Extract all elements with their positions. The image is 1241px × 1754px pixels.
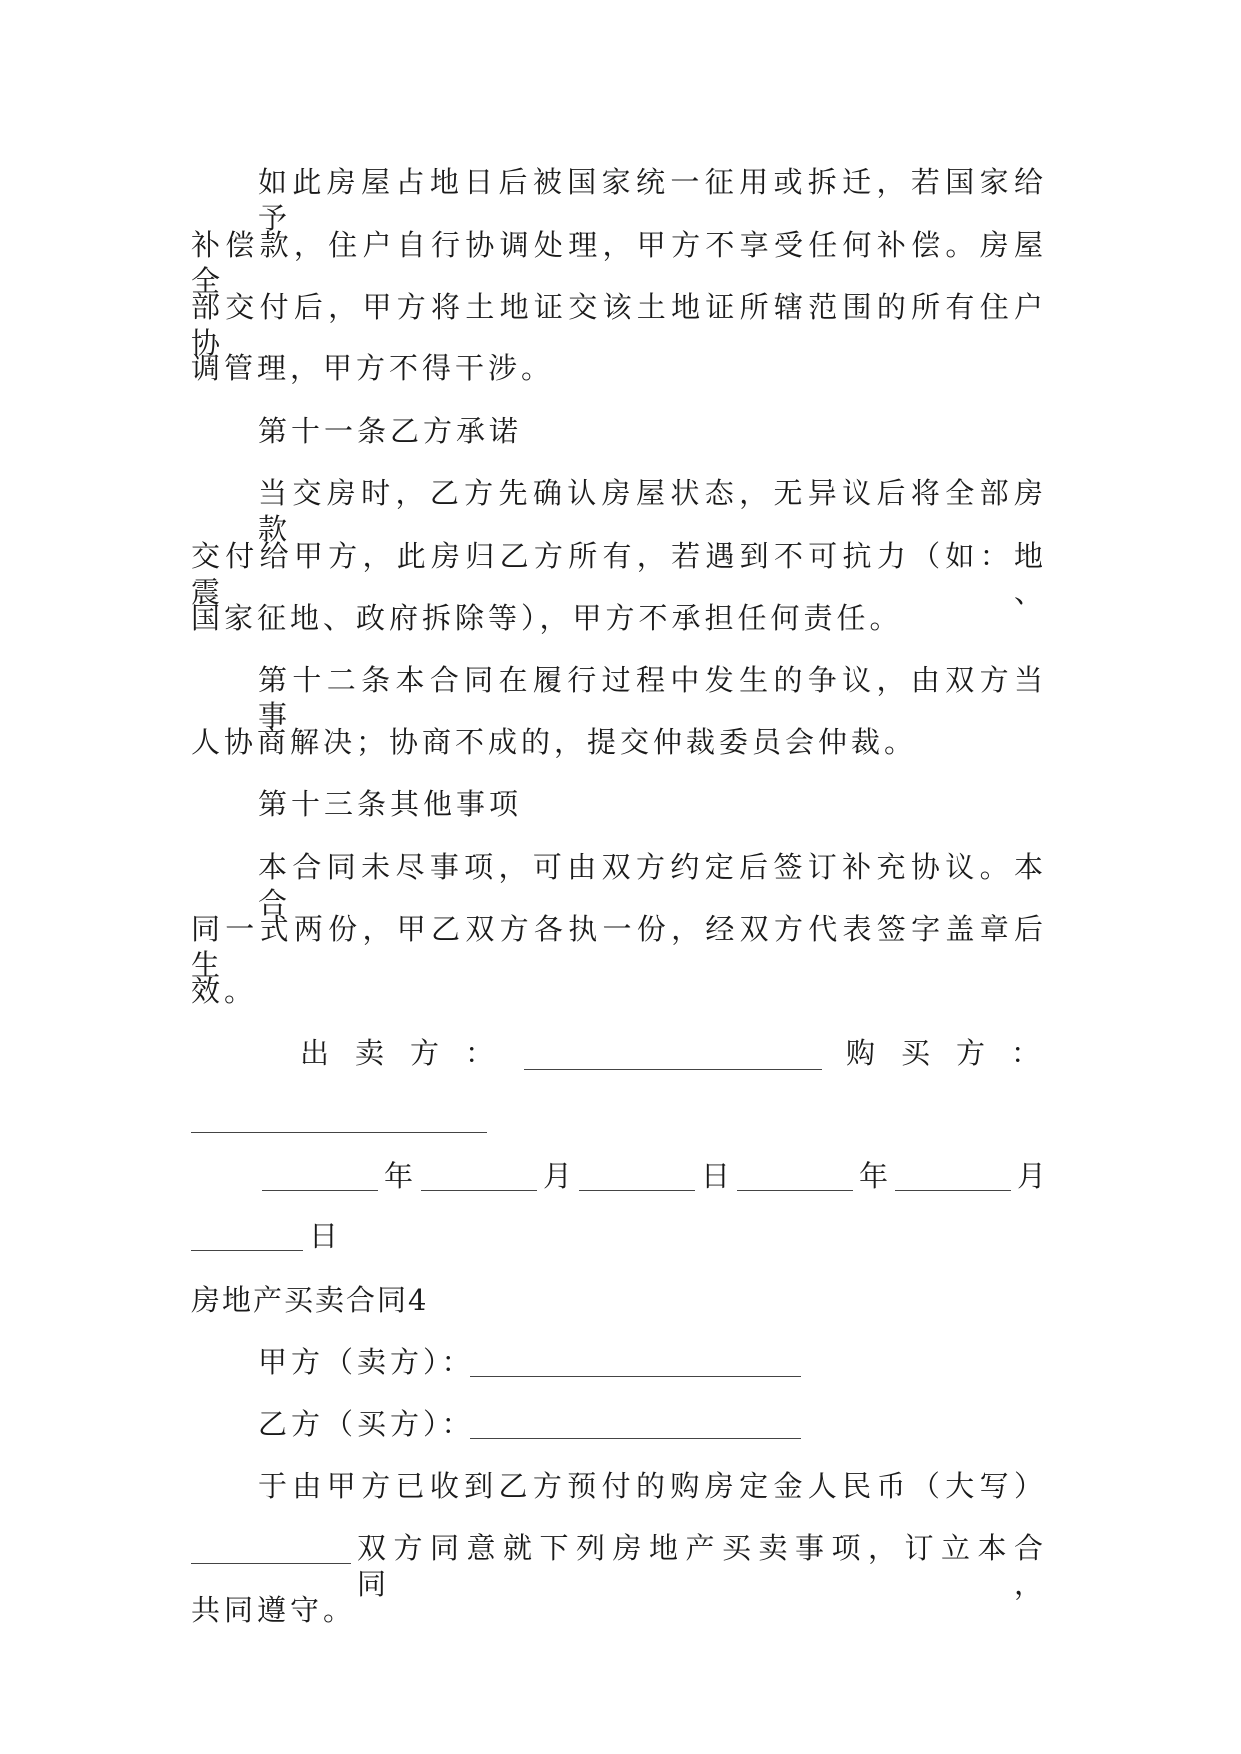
buyer-day-blank [191,1220,303,1251]
month-label: 月 [1017,1159,1051,1193]
body-text-line: 如此房屋占地日后被国家统一征用或拆迁，若国家给予 [258,165,1047,235]
seller-day-blank [579,1160,695,1191]
day-label: 日 [309,1219,343,1253]
day-label: 日 [701,1159,735,1193]
body-text-line: 双方同意就下列房地产买卖事项，订立本合同， [357,1531,1047,1601]
year-label: 年 [384,1159,418,1193]
seller-label: 出卖方： [300,1036,521,1070]
buyer-year-blank [737,1160,853,1191]
party-a-label: 甲方（卖方）： [258,1345,475,1379]
month-label: 月 [543,1159,577,1193]
year-label: 年 [859,1159,893,1193]
body-text-line: 效。 [191,974,258,1008]
party-b-label: 乙方（买方）： [258,1407,475,1441]
seller-signature-blank [524,1039,822,1070]
contract-title: 房地产买卖合同4 [191,1283,429,1317]
article-heading: 第十一条乙方承诺 [258,414,523,448]
body-text-line: 当交房时，乙方先确认房屋状态，无异议后将全部房款 [258,476,1047,546]
body-text-line: 第十二条本合同在履行过程中发生的争议，由双方当事 [258,663,1047,733]
body-text-line: 同一式两份，甲乙双方各执一份，经双方代表签字盖章后生 [191,912,1047,982]
seller-month-blank [421,1160,537,1191]
buyer-month-blank [895,1160,1011,1191]
body-text-line: 于由甲方已收到乙方预付的购房定金人民币（大写） [258,1469,1047,1503]
body-text-line: 调管理，甲方不得干涉。 [191,351,555,385]
body-text-line: 共同遵守。 [191,1593,357,1627]
party-a-blank [470,1346,801,1377]
body-text-line: 人协商解决；协商不成的，提交仲裁委员会仲裁。 [191,725,918,759]
body-text-line: 部交付后，甲方将土地证交该土地证所辖范围的所有住户协 [191,290,1047,360]
buyer-label: 购买方： [846,1036,1067,1070]
deposit-amount-blank [191,1533,351,1564]
buyer-signature-blank [191,1102,487,1133]
body-text-line: 本合同未尽事项，可由双方约定后签订补充协议。本合 [258,850,1047,920]
body-text-line: 补偿款，住户自行协调处理，甲方不享受任何补偿。房屋全 [191,228,1047,298]
seller-year-blank [262,1160,378,1191]
article-heading: 第十三条其他事项 [258,787,523,821]
party-b-blank [470,1408,801,1439]
body-text-line: 国家征地、政府拆除等），甲方不承担任何责任。 [191,601,903,635]
body-text-line: 交付给甲方，此房归乙方所有，若遇到不可抗力（如：地震、 [191,539,1047,609]
